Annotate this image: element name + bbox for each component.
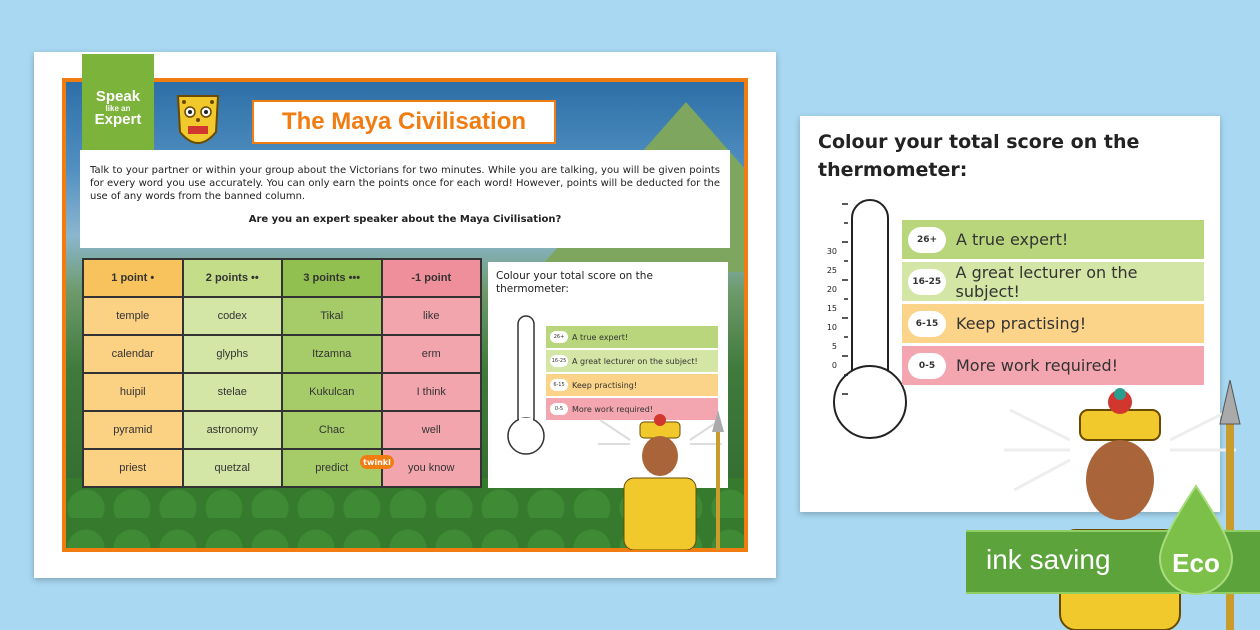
table-cell: well <box>383 412 481 448</box>
jaguar-mask-icon <box>172 92 224 152</box>
thermometer-icon <box>506 314 546 464</box>
table-cell: temple <box>84 298 182 334</box>
thermometer-icon <box>822 198 908 448</box>
table-cell: I think <box>383 374 481 410</box>
table-cell: stelae <box>184 374 282 410</box>
maya-warrior-illustration <box>590 400 730 550</box>
ink-saving-text: ink saving <box>986 544 1111 575</box>
poster-title: The Maya Civilisation <box>281 108 527 135</box>
badge-line1: Speak <box>95 88 141 105</box>
mini-band <box>546 350 718 372</box>
speak-like-expert-badge <box>82 54 154 154</box>
header-1-point: 1 point • <box>84 260 182 296</box>
band-range: 0-5 <box>908 353 946 379</box>
band-range: 16-25 <box>550 355 568 367</box>
table-cell: erm <box>383 336 481 372</box>
eco-drop-icon <box>1146 484 1246 596</box>
header-2-points: 2 points •• <box>184 260 282 296</box>
score-title: Colour your total score on the thermometer: <box>818 131 1140 181</box>
band-range: 6-15 <box>908 311 946 337</box>
table-cell: predict <box>283 450 381 486</box>
scale-label: 5 <box>831 342 837 351</box>
score-band <box>902 304 1204 343</box>
band-label: More work required! <box>572 404 654 414</box>
band-range: 26+ <box>550 331 568 343</box>
band-label: More work required! <box>956 356 1119 375</box>
mini-score-title: Colour your total score on the thermometer: <box>496 270 653 295</box>
word-table <box>82 258 482 488</box>
scale-label: 10 <box>826 323 837 332</box>
badge-line3: Expert <box>94 111 142 128</box>
band-label: A great lecturer on the subject! <box>955 262 1138 301</box>
table-cell: you know <box>383 450 481 486</box>
mini-band <box>546 374 718 396</box>
scale-label: 20 <box>826 285 837 294</box>
table-cell: Chac <box>283 412 381 448</box>
table-cell: pyramid <box>84 412 182 448</box>
table-cell: huipil <box>84 374 182 410</box>
intro-question: Are you an expert speaker about the Maya Civilisation? <box>248 214 562 225</box>
table-cell: priest <box>84 450 182 486</box>
band-range: 16-25 <box>908 269 946 295</box>
mini-band <box>546 326 718 348</box>
header-3-points: 3 points ••• <box>283 260 381 296</box>
table-cell: glyphs <box>184 336 282 372</box>
band-range: 0-5 <box>550 403 568 415</box>
table-cell: Itzamna <box>283 336 381 372</box>
table-cell: codex <box>184 298 282 334</box>
score-band <box>902 262 1204 301</box>
band-label: Keep practising! <box>956 314 1087 333</box>
band-label: A true expert! <box>572 332 629 342</box>
score-band <box>902 220 1204 259</box>
score-bands <box>902 220 1204 388</box>
table-cell: astronomy <box>184 412 282 448</box>
table-cell: like <box>383 298 481 334</box>
table-cell: Kukulcan <box>283 374 381 410</box>
scale-label: 30 <box>826 247 837 256</box>
band-range: 26+ <box>908 227 946 253</box>
band-label: A great lecturer on the subject! <box>572 356 698 366</box>
badge-line2: like an <box>105 104 131 113</box>
scale-label: 25 <box>826 266 837 275</box>
table-cell: Tikal <box>283 298 381 334</box>
intro-text: Talk to your partner or within your group about the Victorians for two minutes. While you are talking, you will be given points for every word you use accurately. You can only earn the points once for each word! However, points will be deducted for the use of any words from the banned column. <box>90 165 720 202</box>
intro-panel <box>80 150 730 248</box>
band-label: A true expert! <box>956 230 1069 249</box>
poster-title-box <box>252 100 556 144</box>
twinkl-logo: twinkl <box>360 455 394 469</box>
header-minus-1-point: -1 point <box>383 260 481 296</box>
scale-label: 0 <box>831 361 837 370</box>
scale-label: 15 <box>826 304 837 313</box>
table-cell: calendar <box>84 336 182 372</box>
band-label: Keep practising! <box>572 380 638 390</box>
eco-label: Eco <box>1172 548 1220 578</box>
band-range: 6-15 <box>550 379 568 391</box>
table-cell: quetzal <box>184 450 282 486</box>
